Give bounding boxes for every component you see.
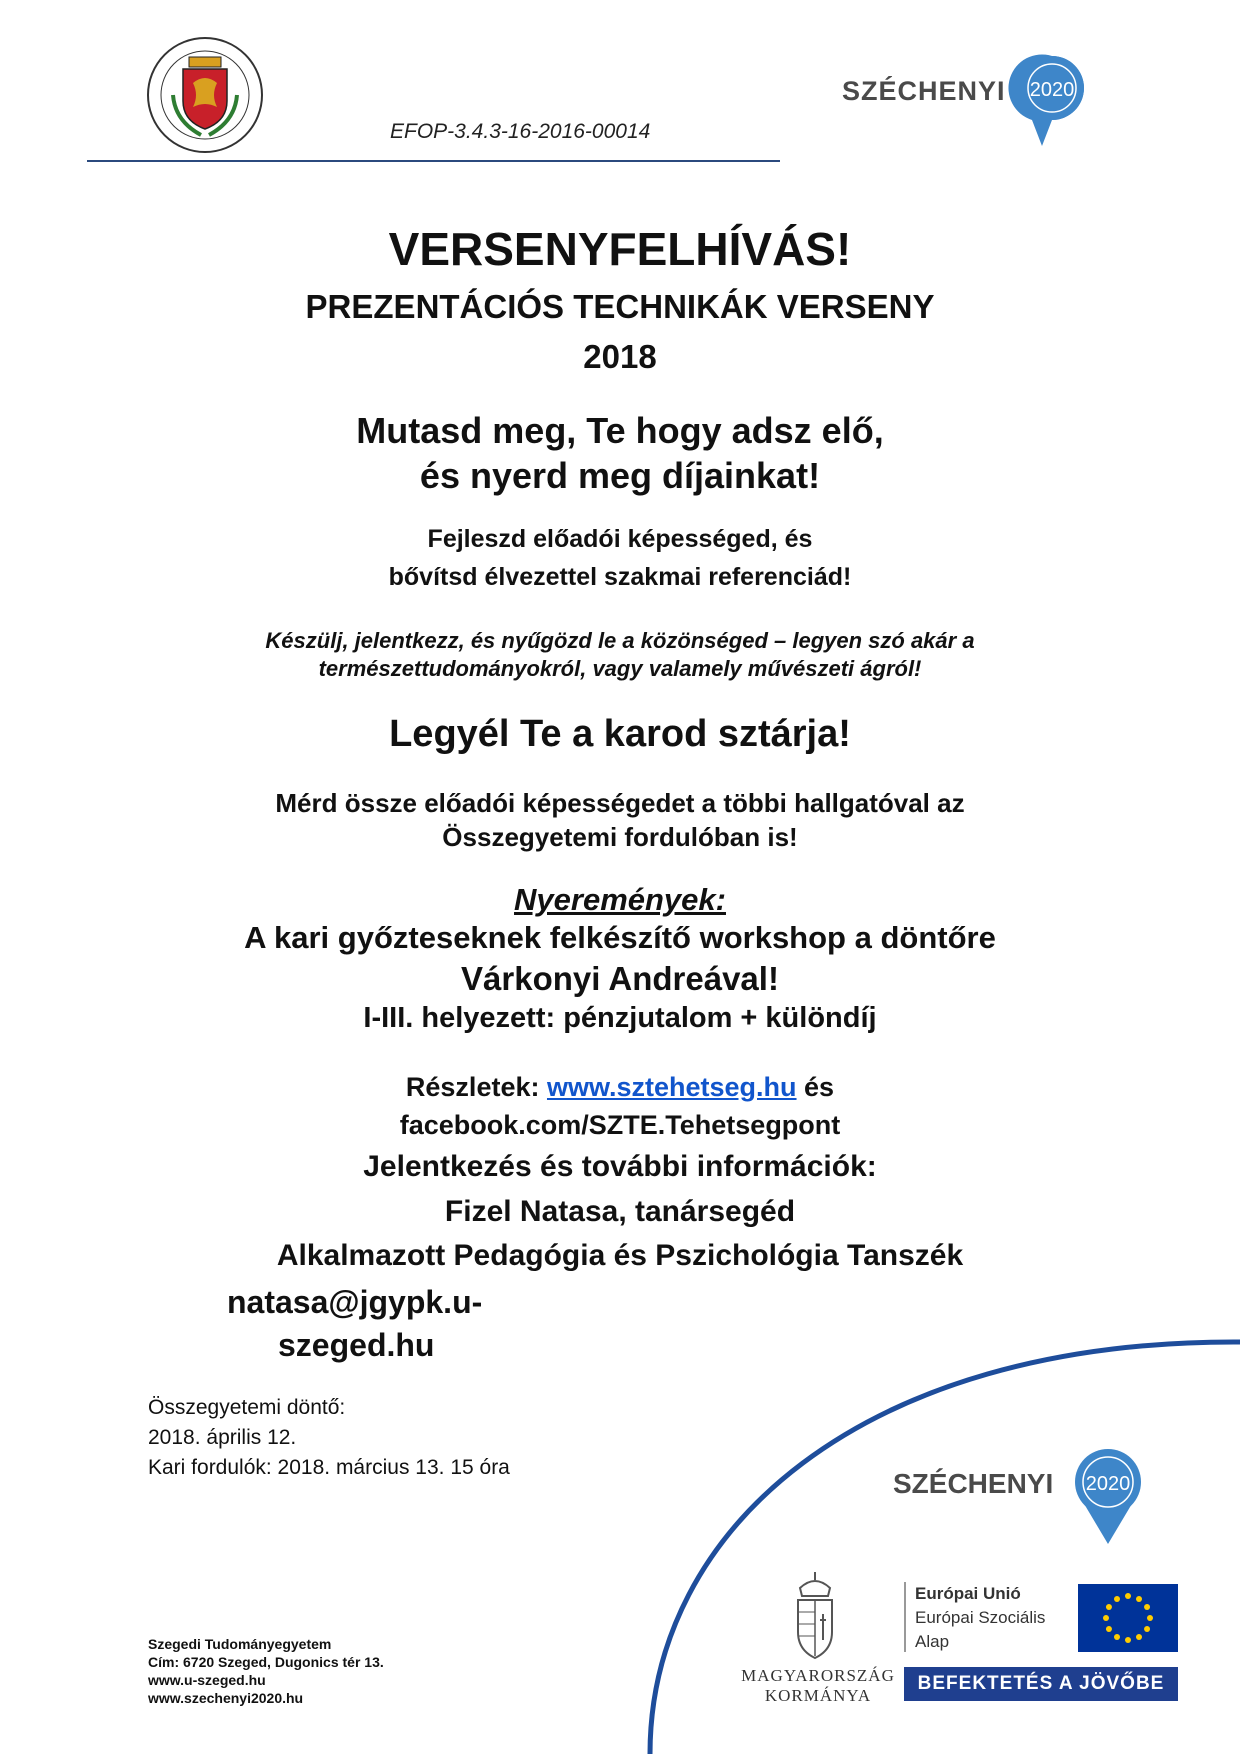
slogan-line-2: és nyerd meg díjainkat! [419,455,821,496]
eu-star [1144,1604,1150,1610]
eu-star [1103,1615,1109,1621]
hungarian-coat-of-arms-icon [790,1570,840,1660]
eu-flag-icon [1078,1584,1178,1652]
szechenyi-year-bottom: 2020 [1085,1473,1131,1495]
eu-star [1125,1637,1131,1643]
prize-line-2: Várkonyi Andreával! [461,960,779,997]
eu-label-3: Alap [915,1632,950,1651]
eu-star [1114,1596,1120,1602]
eu-star [1147,1615,1153,1621]
website-link[interactable]: www.sztehetseg.hu [546,1072,797,1102]
eu-star [1106,1626,1112,1632]
government-label-2: KORMÁNYA [764,1686,872,1705]
prizes-heading-row [0,882,1240,918]
develop-line-1: Fejleszd előadói képességed, és [427,525,813,553]
eu-star [1144,1626,1150,1632]
faculty-rounds: Kari fordulók: 2018. március 13. 15 óra [148,1456,510,1479]
address-line-3: www.u-szeged.hu [148,1672,266,1688]
address-line-4: www.szechenyi2020.hu [148,1690,304,1706]
szechenyi-year: 2020 [1029,79,1075,101]
details-suffix: és [796,1072,835,1102]
eu-star [1136,1634,1142,1640]
eu-star [1114,1634,1120,1640]
eu-star [1136,1596,1142,1602]
slogan-line-1: Mutasd meg, Te hogy adsz elő, [356,410,884,451]
develop-line-2: bővítsd élvezettel szakmai referenciád! [388,563,852,591]
address-line-1: Szegedi Tudományegyetem [148,1636,332,1652]
details-label: Részletek: [405,1072,547,1102]
eu-label-2: Európai Szociális [915,1608,1046,1627]
university-seal-logo [145,35,265,155]
prepare-line-2: természettudományokról, vagy valamely művészeti ágról! [318,656,922,681]
eu-label-1: Európai Unió [915,1584,1021,1603]
contact-name: Fizel Natasa, tanársegéd [444,1195,796,1228]
szechenyi-2020-logo-bottom [893,1446,1163,1546]
eu-divider [904,1582,906,1652]
header-rule [87,160,780,162]
szechenyi-word: SZÉCHENYI [842,76,1006,106]
project-code: EFOP-3.4.3-16-2016-00014 [390,120,651,143]
competition-name: PREZENTÁCIÓS TECHNIKÁK VERSENY [305,288,935,325]
eu-star [1106,1604,1112,1610]
department: Alkalmazott Pedagógia és Pszichológia Tanszék [276,1239,964,1272]
eu-star [1125,1593,1131,1599]
prepare-line-1: Készülj, jelentkezz, és nyűgözd le a közönséged – legyen szó akár a [265,628,975,653]
measure-line-1: Mérd össze előadói képességedet a többi hallgatóval az [275,788,965,818]
apply-heading: Jelentkezés és további információk: [363,1150,877,1183]
government-label-1: MAGYARORSZÁG [741,1666,895,1685]
details-row [0,1072,1240,1103]
final-label: Összegyetemi döntő: [148,1396,346,1419]
szechenyi-2020-logo [842,50,1102,150]
email-line-1: natasa@jgypk.u- [227,1284,483,1320]
prize-line-1: A kari győzteseknek felkészítő workshop a döntőre [244,920,996,955]
final-date: 2018. április 12. [148,1426,297,1449]
prizes-heading: Nyeremények: [514,882,726,917]
star-headline: Legyél Te a karod sztárja! [389,713,851,755]
email-line-2: szeged.hu [278,1327,435,1363]
address-line-2: Cím: 6720 Szeged, Dugonics tér 13. [148,1654,384,1670]
competition-year: 2018 [583,338,657,375]
prize-line-3: I-III. helyezett: pénzjutalom + különdíj [363,1002,877,1034]
invest-banner: BEFEKTETÉS A JÖVŐBE [904,1667,1178,1701]
facebook-address: facebook.com/SZTE.Tehetsegpont [399,1110,841,1140]
page-title: VERSENYFELHÍVÁS! [388,223,852,275]
szechenyi-word-bottom: SZÉCHENYI [893,1468,1054,1499]
measure-line-2: Összegyetemi fordulóban is! [442,822,798,852]
